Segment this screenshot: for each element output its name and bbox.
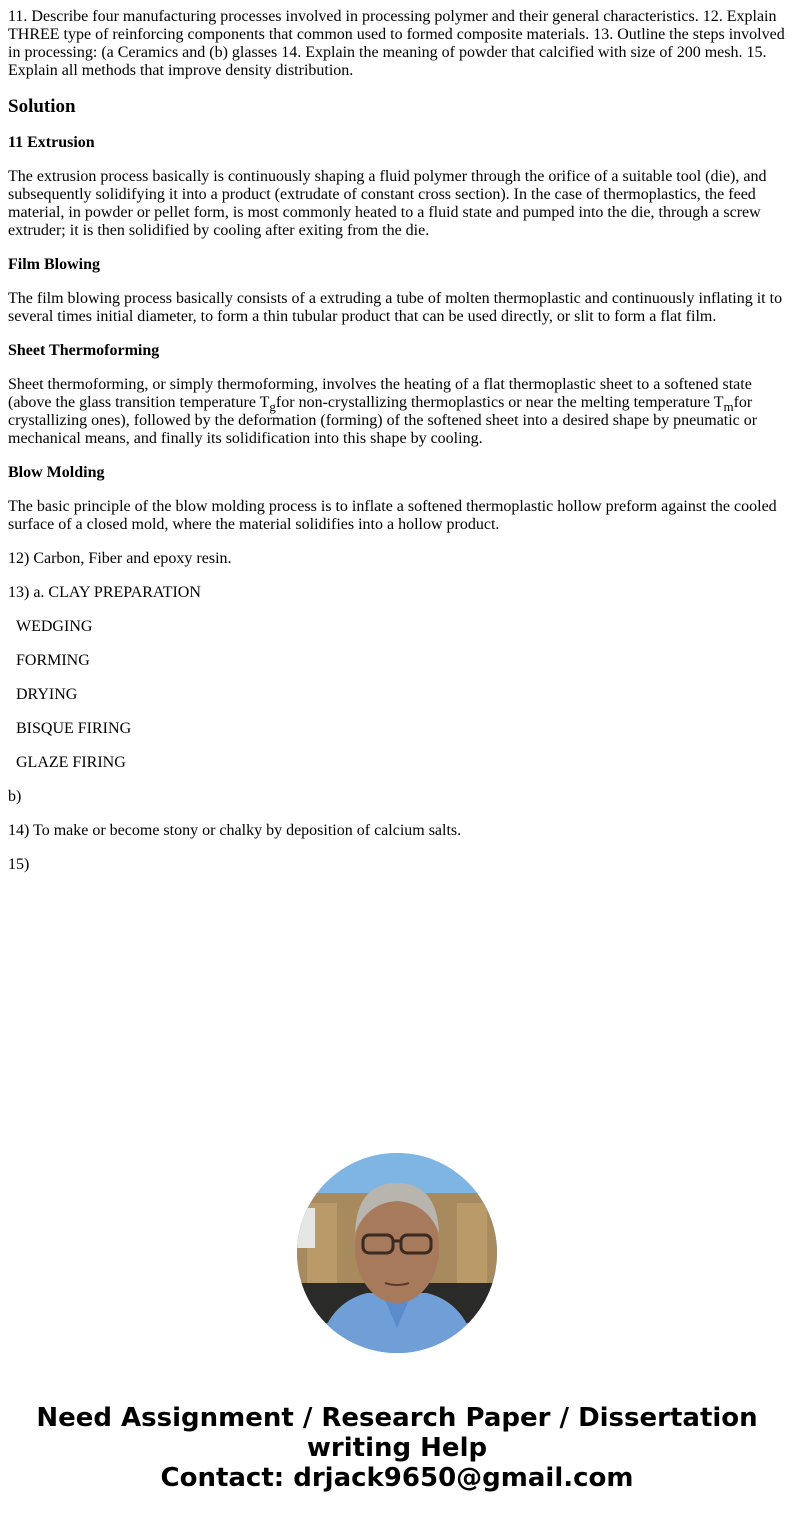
thermoforming-text xyxy=(8,376,786,448)
avatar xyxy=(297,1153,497,1353)
promo-banner xyxy=(0,1403,794,1493)
thermoforming-text-part3: for crystallizing ones), followed by the deformation (forming) of the softened sheet into a desired shape by pneumatic or mechanical means, and finally its solidification into this shape by cooling. xyxy=(8,394,758,447)
portrait-image xyxy=(297,1153,497,1353)
promo-line-2: writing Help xyxy=(306,1433,488,1463)
extrusion-heading: 11 Extrusion xyxy=(8,134,95,151)
thermoforming-text-part2: for non-crystallizing thermoplastics or near the melting temperature T xyxy=(275,394,724,411)
melting-temp-subscript: m xyxy=(723,399,734,414)
answer-13-step: BISQUE FIRING xyxy=(16,720,132,737)
answer-13-step: FORMING xyxy=(16,652,90,669)
extrusion-text: The extrusion process basically is continuously shaping a fluid polymer through the orifice of a suitable tool (die), and subsequently solidifying it into a product (extrudate of constant cross section). In the case of thermoplastics, the feed material, in powder or pellet form, is most commonly heated to a fluid state and pumped into the die, through a screw extruder; it is then solidified by cooling after exiting from the die. xyxy=(8,168,767,239)
answer-13-step: DRYING xyxy=(16,686,78,703)
thermoforming-heading: Sheet Thermoforming xyxy=(8,342,160,359)
answer-15: 15) xyxy=(8,856,30,873)
answer-13-step: WEDGING xyxy=(16,618,93,635)
answer-14: 14) To make or become stony or chalky by deposition of calcium salts. xyxy=(8,822,462,839)
blow-molding-heading: Blow Molding xyxy=(8,464,105,481)
film-blowing-text: The film blowing process basically consists of a extruding a tube of molten thermoplastic and continuously inflating it to several times initial diameter, to form a thin tubular product that can be used directly, or slit to form a flat film. xyxy=(8,290,783,325)
thermoforming-text-part1: Sheet thermoforming, or simply thermoforming, involves the heating of a flat thermoplastic sheet to a softened state (above the glass transition temperature T xyxy=(8,376,752,411)
film-blowing-heading: Film Blowing xyxy=(8,256,101,273)
promo-contact: Contact: drjack9650@gmail.com xyxy=(160,1463,634,1493)
answer-13-intro: 13) a. CLAY PREPARATION xyxy=(8,584,201,601)
promo-line-1: Need Assignment / Research Paper / Dissertation xyxy=(36,1403,758,1433)
solution-heading: Solution xyxy=(8,96,76,117)
question-text: 11. Describe four manufacturing processes involved in processing polymer and their general characteristics. 12. Explain THREE type of reinforcing components that common used to formed composite materials. 13. Outline the steps involved in processing: (a Ceramics and (b) glasses 14. Explain the meaning of powder that calcified with size of 200 mesh. 15. Explain all methods that improve density distribution. xyxy=(8,8,785,79)
blow-molding-text: The basic principle of the blow molding process is to inflate a softened thermoplastic hollow preform against the cooled surface of a closed mold, where the material solidifies into a hollow product. xyxy=(8,498,777,533)
answer-13-step: GLAZE FIRING xyxy=(16,754,126,771)
answer-13-b: b) xyxy=(8,788,22,805)
document-body xyxy=(8,8,786,890)
answer-12: 12) Carbon, Fiber and epoxy resin. xyxy=(8,550,232,567)
glass-transition-subscript: g xyxy=(269,399,276,414)
